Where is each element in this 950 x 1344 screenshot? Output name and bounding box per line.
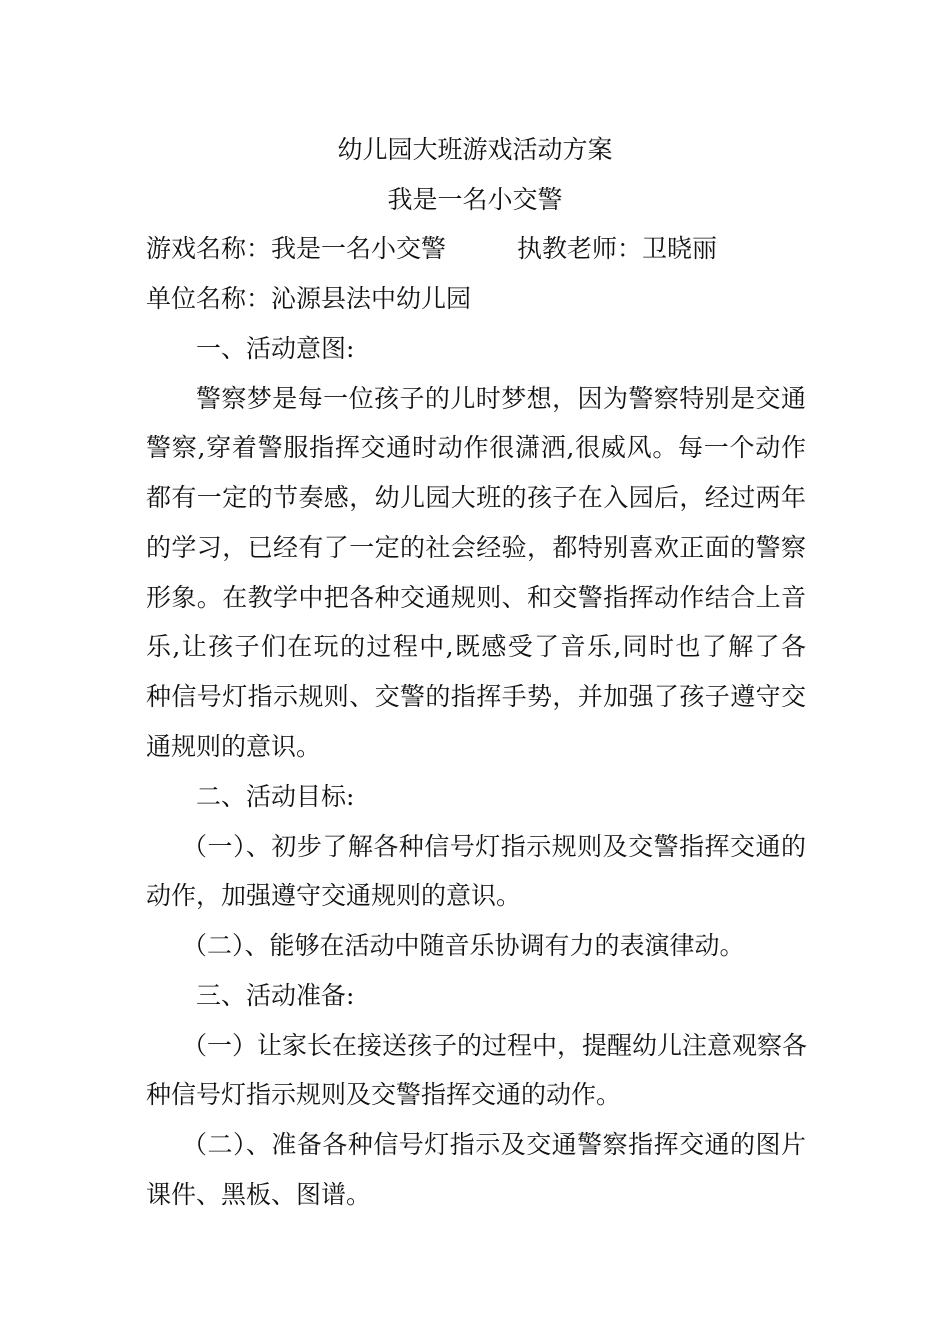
paragraph-line: 乐,让孩子们在玩的过程中,既感受了音乐,同时也了解了各 xyxy=(146,632,806,661)
goal-item-2: （二）、能够在活动中随音乐协调有力的表演律动。 xyxy=(182,931,745,960)
paragraph-line: 的学习，已经有了一定的社会经验，都特别喜欢正面的警察 xyxy=(146,533,806,562)
prep-item-1-cont: 种信号灯指示规则及交警指挥交通的动作。 xyxy=(146,1080,622,1109)
section-heading-intent: 一、活动意图: xyxy=(196,334,355,363)
unit-name-field: 单位名称：沁源县法中幼儿园 xyxy=(146,284,472,313)
goal-item-1: （一）、初步了解各种信号灯指示规则及交警指挥交通的 xyxy=(182,832,806,861)
paragraph-line: 都有一定的节奏感，幼儿园大班的孩子在入园后，经过两年 xyxy=(146,483,806,512)
paragraph-line: 通规则的意识。 xyxy=(146,732,322,761)
paragraph-line: 警察,穿着警服指挥交通时动作很潇洒,很威风。每一个动作 xyxy=(146,433,806,462)
prep-item-2-cont: 课件、黑板、图谱。 xyxy=(146,1180,372,1209)
section-heading-preparation: 三、活动准备: xyxy=(196,981,355,1010)
document-subtitle: 我是一名小交警 xyxy=(387,185,563,214)
document-title: 幼儿园大班游戏活动方案 xyxy=(337,135,613,164)
paragraph-line: 警察梦是每一位孩子的儿时梦想，因为警察特别是交通 xyxy=(196,384,806,413)
teacher-field: 执教老师：卫晓丽 xyxy=(517,234,718,263)
paragraph-line: 形象。在教学中把各种交通规则、和交警指挥动作结合上音 xyxy=(146,583,806,612)
goal-item-1-cont: 动作，加强遵守交通规则的意识。 xyxy=(146,881,522,910)
game-name-field: 游戏名称：我是一名小交警 xyxy=(146,234,447,263)
section-heading-goals: 二、活动目标: xyxy=(196,782,355,811)
prep-item-2: （二）、准备各种信号灯指示及交通警察指挥交通的图片 xyxy=(182,1130,806,1159)
prep-item-1: （一）让家长在接送孩子的过程中，提醒幼儿注意观察各 xyxy=(182,1031,808,1060)
paragraph-line: 种信号灯指示规则、交警的指挥手势，并加强了孩子遵守交 xyxy=(146,682,806,711)
